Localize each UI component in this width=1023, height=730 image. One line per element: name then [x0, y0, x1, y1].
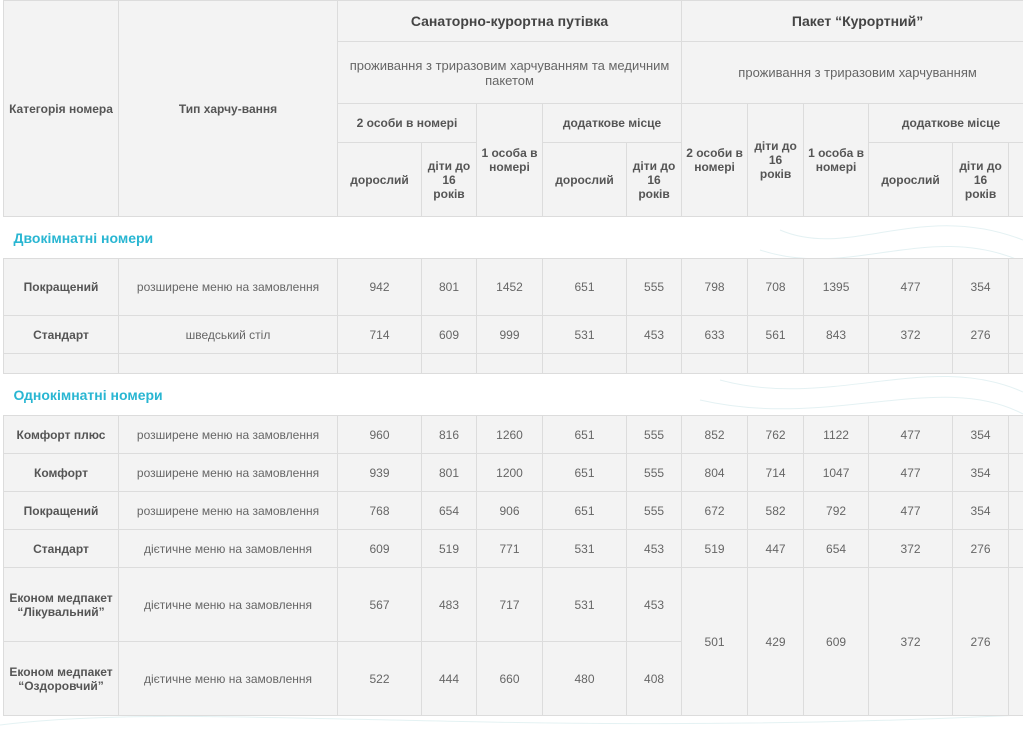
cell-value: 453	[627, 568, 682, 642]
row-meal: розширене меню на замовлення	[119, 492, 338, 530]
spacer-cell	[543, 354, 627, 374]
cell-value: 354	[953, 259, 1009, 316]
header-category: Категорія номера	[4, 1, 119, 217]
cell-value: 555	[627, 492, 682, 530]
shared-cell-value: 276	[953, 568, 1009, 716]
header-blank-cell	[1009, 143, 1023, 217]
cell-value: 672	[682, 492, 748, 530]
cell-value: 561	[748, 316, 804, 354]
row-category: Покращений	[4, 492, 119, 530]
cell-value: 480	[543, 642, 627, 716]
section-title: Двокімнатні номери	[4, 217, 1023, 259]
header-g2-extra-children: діти до 16 років	[953, 143, 1009, 217]
cell-value: 453	[627, 530, 682, 568]
cell-value: 477	[869, 259, 953, 316]
header-g1-one-person: 1 особа в номері	[477, 104, 543, 217]
cell-value: 1122	[804, 416, 869, 454]
cell-value: 1395	[804, 259, 869, 316]
cell-value: 531	[543, 568, 627, 642]
row-category: Стандарт	[4, 530, 119, 568]
cell-value: 801	[422, 259, 477, 316]
cell-value: 483	[422, 568, 477, 642]
cell-value: 816	[422, 416, 477, 454]
shared-cell-value: 429	[748, 568, 804, 716]
header-group2-title: Пакет “Курортний”	[682, 1, 1023, 42]
cell-value: 792	[804, 492, 869, 530]
cell-value: 960	[338, 416, 422, 454]
cell-value: 522	[338, 642, 422, 716]
header-g2-extra-adult: дорослий	[869, 143, 953, 217]
cell-value: 276	[953, 316, 1009, 354]
cell-value: 651	[543, 259, 627, 316]
row-meal: шведський стіл	[119, 316, 338, 354]
cell-value: 714	[748, 454, 804, 492]
cell-value: 477	[869, 416, 953, 454]
header-g1-children: діти до 16 років	[422, 143, 477, 217]
section-title: Однокімнатні номери	[4, 374, 1023, 416]
cell-value: 453	[627, 316, 682, 354]
cell-value: 942	[338, 259, 422, 316]
cell-value: 939	[338, 454, 422, 492]
spacer-cell	[1009, 354, 1023, 374]
spacer-cell	[477, 354, 543, 374]
cell-value: 276	[953, 530, 1009, 568]
cell-value: 852	[682, 416, 748, 454]
spacer-cell	[4, 354, 119, 374]
header-group1-title: Санаторно-курортна путівка	[338, 1, 682, 42]
spacer-cell	[338, 354, 422, 374]
cell-value: 354	[953, 492, 1009, 530]
cell-value: 555	[627, 416, 682, 454]
cell-value: 654	[804, 530, 869, 568]
shared-cell-value: 609	[804, 568, 869, 716]
header-g1-extra-children: діти до 16 років	[627, 143, 682, 217]
header-meal-type: Тип харчу-вання	[119, 1, 338, 217]
spacer-cell	[748, 354, 804, 374]
row-meal: розширене меню на замовлення	[119, 259, 338, 316]
blank-cell	[1009, 492, 1023, 530]
row-meal: дієтичне меню на замовлення	[119, 568, 338, 642]
blank-cell	[1009, 316, 1023, 354]
cell-value: 354	[953, 416, 1009, 454]
header-g2-children: діти до 16 років	[748, 104, 804, 217]
spacer-cell	[627, 354, 682, 374]
spacer-cell	[869, 354, 953, 374]
cell-value: 1452	[477, 259, 543, 316]
cell-value: 1047	[804, 454, 869, 492]
cell-value: 651	[543, 416, 627, 454]
row-category: Стандарт	[4, 316, 119, 354]
cell-value: 999	[477, 316, 543, 354]
cell-value: 531	[543, 316, 627, 354]
cell-value: 477	[869, 492, 953, 530]
header-g1-extra-place: додаткове місце	[543, 104, 682, 143]
cell-value: 447	[748, 530, 804, 568]
row-meal: дієтичне меню на замовлення	[119, 642, 338, 716]
cell-value: 654	[422, 492, 477, 530]
row-category: Економ медпакет “Лікувальний”	[4, 568, 119, 642]
header-g2-extra-place: додаткове місце	[869, 104, 1023, 143]
shared-cell-value: 372	[869, 568, 953, 716]
cell-value: 609	[338, 530, 422, 568]
cell-value: 519	[422, 530, 477, 568]
cell-value: 651	[543, 492, 627, 530]
header-g1-extra-adult: дорослий	[543, 143, 627, 217]
row-meal: розширене меню на замовлення	[119, 416, 338, 454]
row-category: Покращений	[4, 259, 119, 316]
spacer-cell	[682, 354, 748, 374]
cell-value: 708	[748, 259, 804, 316]
cell-value: 651	[543, 454, 627, 492]
cell-value: 408	[627, 642, 682, 716]
cell-value: 519	[682, 530, 748, 568]
cell-value: 906	[477, 492, 543, 530]
header-g1-two-persons: 2 особи в номері	[338, 104, 477, 143]
spacer-cell	[119, 354, 338, 374]
shared-cell-value: 501	[682, 568, 748, 716]
cell-value: 555	[627, 259, 682, 316]
spacer-cell	[804, 354, 869, 374]
header-group2-desc: проживання з триразовим харчуванням	[682, 42, 1023, 104]
cell-value: 555	[627, 454, 682, 492]
blank-cell	[1009, 454, 1023, 492]
cell-value: 633	[682, 316, 748, 354]
cell-value: 609	[422, 316, 477, 354]
cell-value: 804	[682, 454, 748, 492]
header-g2-two-persons: 2 особи в номері	[682, 104, 748, 217]
row-meal: дієтичне меню на замовлення	[119, 530, 338, 568]
cell-value: 801	[422, 454, 477, 492]
blank-cell	[1009, 416, 1023, 454]
cell-value: 372	[869, 316, 953, 354]
cell-value: 843	[804, 316, 869, 354]
cell-value: 717	[477, 568, 543, 642]
row-category: Комфорт	[4, 454, 119, 492]
row-category: Економ медпакет “Оздоровчий”	[4, 642, 119, 716]
row-category: Комфорт плюс	[4, 416, 119, 454]
cell-value: 531	[543, 530, 627, 568]
price-table	[3, 0, 1023, 716]
blank-cell	[1009, 568, 1023, 716]
cell-value: 444	[422, 642, 477, 716]
cell-value: 582	[748, 492, 804, 530]
cell-value: 477	[869, 454, 953, 492]
spacer-cell	[953, 354, 1009, 374]
cell-value: 762	[748, 416, 804, 454]
header-g2-one-person: 1 особа в номері	[804, 104, 869, 217]
cell-value: 1260	[477, 416, 543, 454]
cell-value: 660	[477, 642, 543, 716]
cell-value: 771	[477, 530, 543, 568]
spacer-cell	[422, 354, 477, 374]
cell-value: 567	[338, 568, 422, 642]
header-g1-adult: дорослий	[338, 143, 422, 217]
row-meal: розширене меню на замовлення	[119, 454, 338, 492]
header-group1-desc: проживання з триразовим харчуванням та медичним пакетом	[338, 42, 682, 104]
cell-value: 798	[682, 259, 748, 316]
cell-value: 1200	[477, 454, 543, 492]
cell-value: 768	[338, 492, 422, 530]
blank-cell	[1009, 259, 1023, 316]
cell-value: 372	[869, 530, 953, 568]
blank-cell	[1009, 530, 1023, 568]
cell-value: 714	[338, 316, 422, 354]
cell-value: 354	[953, 454, 1009, 492]
